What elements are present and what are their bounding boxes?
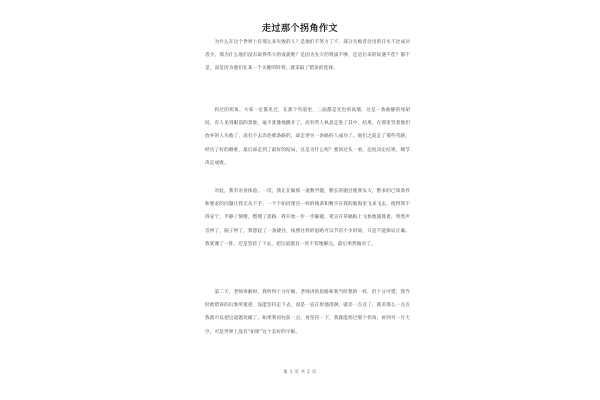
paragraph-2: 拐过的拐角。大家一定都见过，在那个弯道里，三面都是光色的高墙，这是一条曲静的死胡同，有人见到眼前的景象，毫不犹豫地跳开了，而有些人执意走进了其中，结果，在那里哭着他们放弃的人失败了，没有不去奔赴那条路的，却走进另一条路的人成功了。他们之前走了那些弯路，经历了好的磨难，最后却走到了最好的结局，这是为什么呢？要回过头一看，态度决定结果，细节决定成败。 bbox=[205, 108, 410, 166]
page-number-footer: 第 1 页 共 2 页 bbox=[283, 369, 317, 374]
paragraph-4: 第二天，老师讲解时，我听得十分仔细。老师讲的思路和我当时想的一样，但十分可惜，我当时被错误的幻象所迷惑，没能坚持走下去，而是一直在原地徘徊，就差一点点了，就差那么一点点我就可以把这道题攻破了。如果我再往前一点，再坚持一下，我就能拐过那个拐角，看到另一片天空。可是世界上没有“如果”这个美好的字眼。 bbox=[205, 290, 410, 335]
document-title: 走过那个拐角作文 bbox=[261, 24, 338, 34]
paragraph-1: 为什么在这个世界上有那么多失败的人？是他们不努力了不，部分失败者付出的汗水不比成功者少。那为什么他们没有取得伟大的成就呢？是因为先天的资质不够，还是后来的际遇不佳？都不是，而是因为他们在某一个关键的时刻，就采取了错误的选择。 bbox=[205, 40, 410, 72]
paragraph-3: 对此，我有亲身体验。一次，我正在做那一道数学题，繁长的题目使我头大，繁多的已知条件和要求的问题让我无从下手，一个个如同迷宫一样的线条和数字在我的脑海里飞来飞去，搅得我不得安宁。平静了情绪，整理了思路，我开始一步一步解题，笔尖在草稿纸上飞快地演算着，突然声音停了，脑子停了，我想起了一条捷径，按照这样的思路可以节省不少时间，只是不能保证正确。我犹豫了一阵，还是坚持了下去，把这道题目一丝不苟地解完，最后果然做对了。 bbox=[205, 189, 410, 247]
